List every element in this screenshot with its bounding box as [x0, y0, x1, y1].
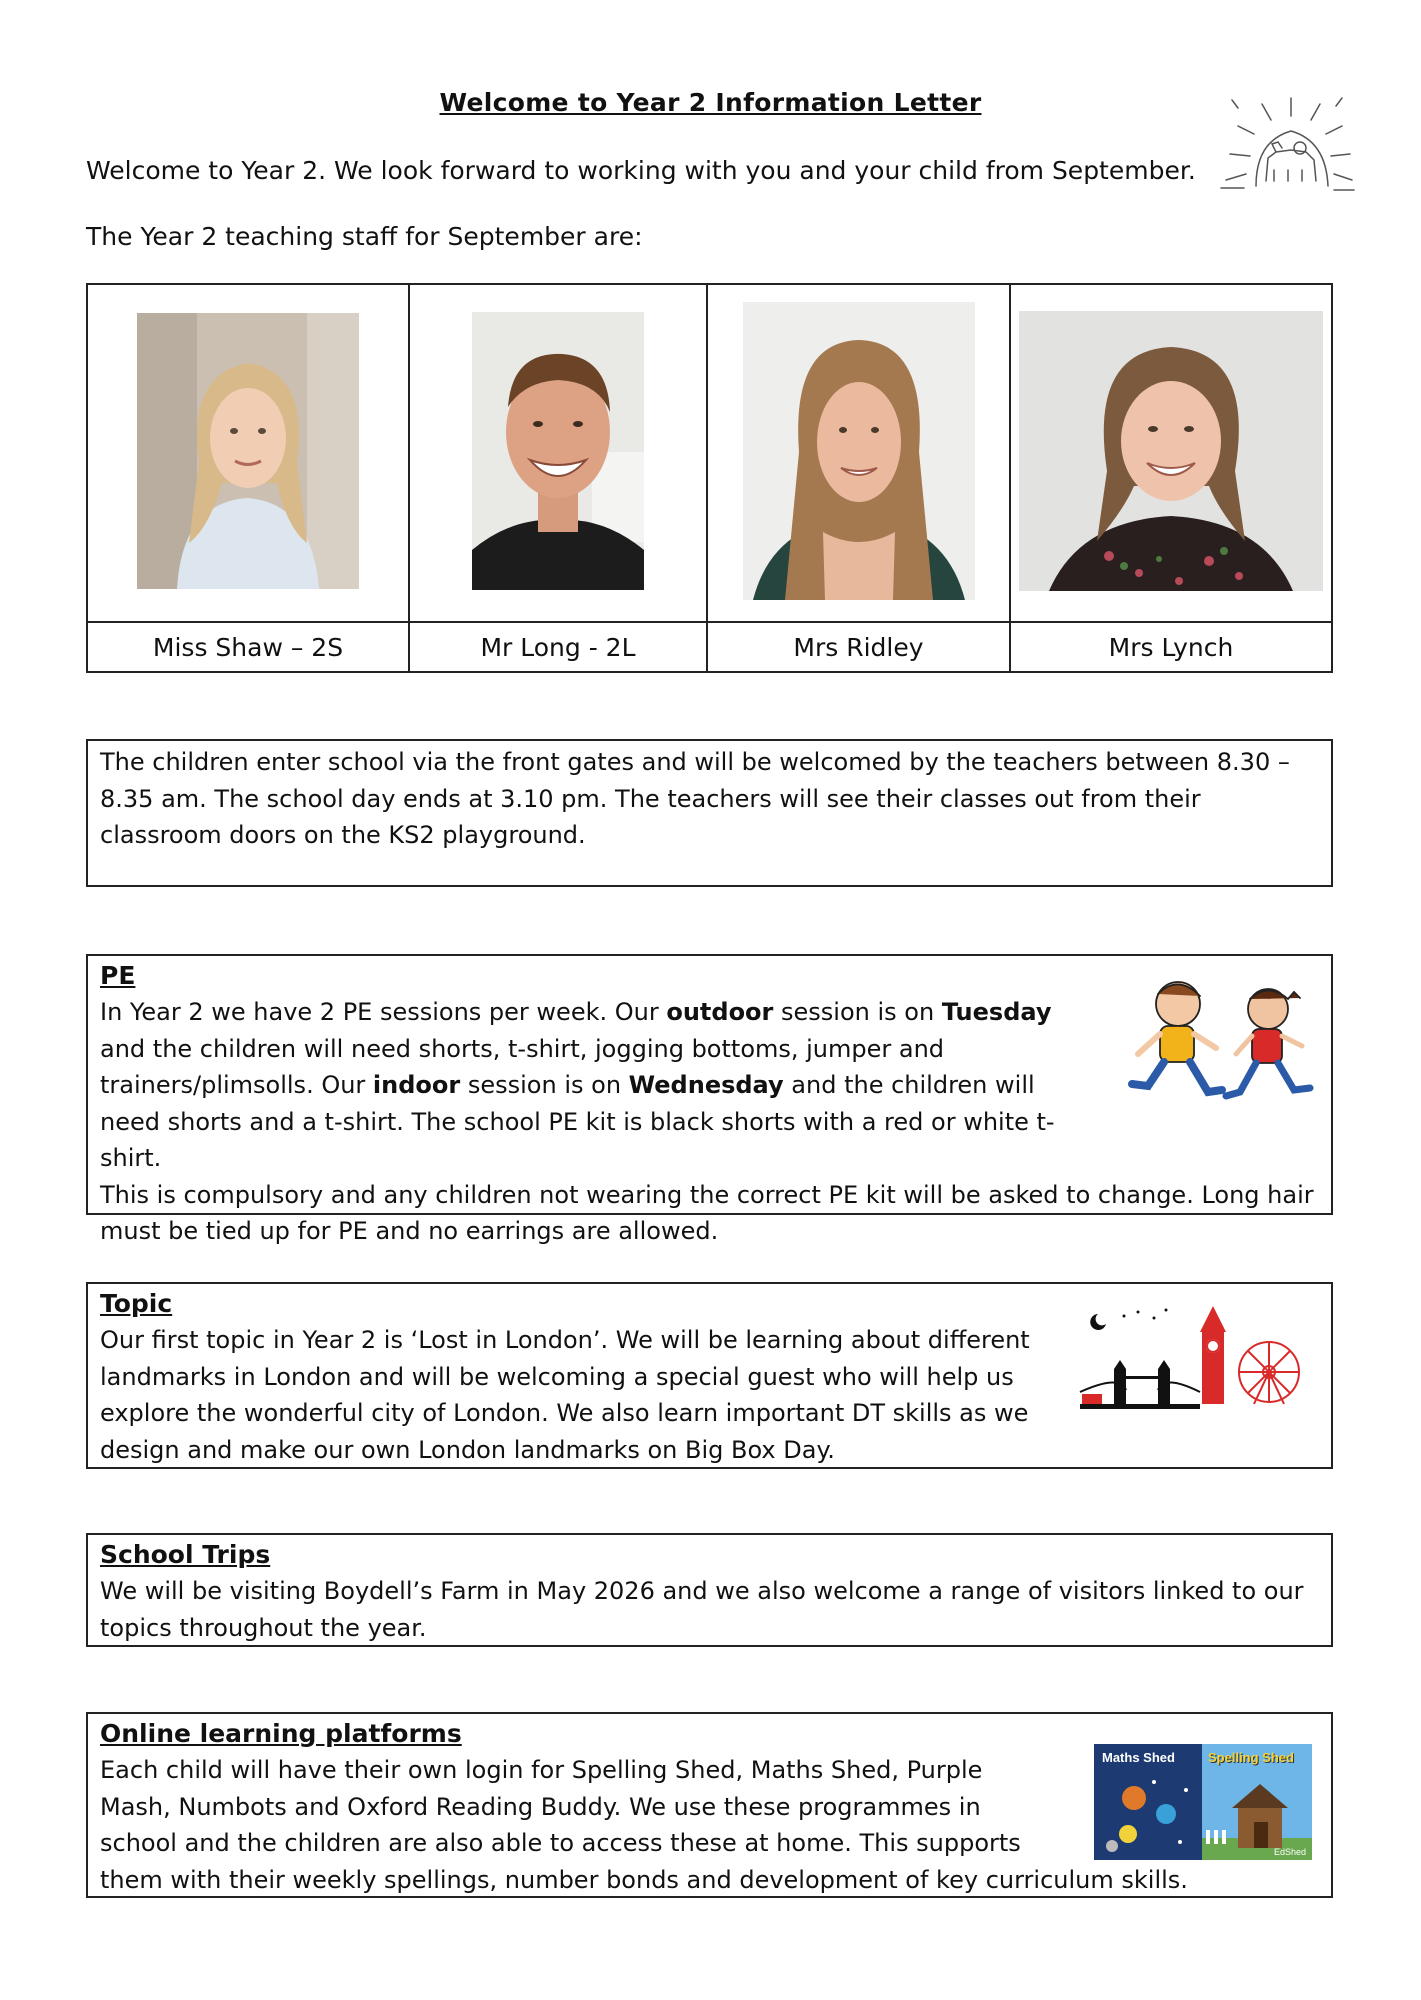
teacher-photo-mr-long	[472, 312, 644, 590]
pe-text-part: session is on	[773, 998, 942, 1026]
topic-heading: Topic	[100, 1289, 173, 1318]
staff-name-mrs-ridley: Mrs Ridley	[707, 622, 1010, 672]
staff-photo-cell	[707, 284, 1010, 622]
arrival-text: The children enter school via the front gates and will be welcomed by the teachers between 8.30 – 8.35 am. The school day ends at 3.10 pm. The teachers will see their classes out from their classroom doors on the KS2 playground.	[100, 748, 1290, 849]
teacher-photo-miss-shaw	[137, 313, 359, 589]
maths-shed-logo	[1094, 1744, 1202, 1860]
staff-photo-cell	[1010, 284, 1332, 622]
pe-indoor: indoor	[372, 1071, 461, 1099]
teacher-photo-mrs-ridley	[743, 302, 975, 600]
pe-tuesday: Tuesday	[941, 998, 1052, 1026]
pe-wednesday: Wednesday	[628, 1071, 784, 1099]
pe-text-part: In Year 2 we have 2 PE sessions per week. Our	[100, 998, 667, 1026]
staff-name-miss-shaw: Miss Shaw – 2S	[87, 622, 409, 672]
spelling-shed-logo	[1202, 1744, 1312, 1860]
staff-photo-cell	[409, 284, 707, 622]
running-children-icon	[1118, 974, 1318, 1114]
topic-text: Our first topic in Year 2 is ‘Lost in London’. We will be learning about different landmarks in London and will be welcoming a special guest who will help us explore the wonderful city of London. We also learn important DT skills as we design and make our own London landmarks on Big Box Day.	[100, 1326, 1030, 1464]
london-skyline-icon	[1074, 1304, 1304, 1424]
school-trips-section	[86, 1533, 1333, 1647]
pe-heading: PE	[100, 961, 136, 990]
staff-name-mrs-lynch: Mrs Lynch	[1010, 622, 1332, 672]
staff-name-mr-long: Mr Long - 2L	[409, 622, 707, 672]
online-heading: Online learning platforms	[100, 1719, 462, 1748]
pe-outdoor: outdoor	[666, 998, 774, 1026]
school-logo-sun-dog-icon	[1216, 86, 1356, 204]
topic-section	[86, 1282, 1333, 1469]
pe-section	[86, 954, 1333, 1245]
online-learning-section	[86, 1712, 1333, 1898]
pe-text-part: and the children will need shorts and a t-shirt. The school PE kit is black shorts with a red or white t-shirt.	[100, 1071, 1055, 1172]
online-text-last: them with their weekly spellings, number bonds and development of key curriculum skills.	[100, 1865, 1188, 1894]
edshed-label: EdShed	[1273, 1847, 1306, 1857]
planets-icon	[1094, 1768, 1202, 1860]
page-title: Welcome to Year 2 Information Letter	[439, 88, 982, 117]
spelling-shed-label: Spelling Shed	[1208, 1750, 1294, 1765]
pe-text-part: and the children will need shorts, t-shirt, jogging bottoms, jumper and trainers/plimsolls. Our	[100, 1034, 945, 1099]
arrival-info-box	[86, 739, 1333, 887]
staff-table	[86, 283, 1333, 673]
intro-welcome: Welcome to Year 2. We look forward to working with you and your child from September.	[86, 156, 1196, 185]
pe-text	[88, 994, 1100, 1177]
shed-logo	[1094, 1744, 1312, 1860]
staff-photo-cell	[87, 284, 409, 622]
maths-shed-label: Maths Shed	[1102, 1750, 1175, 1765]
pe-rules: This is compulsory and any children not wearing the correct PE kit will be asked to change. Long hair must be tied up for PE and no earrings are allowed.	[100, 1180, 1314, 1245]
trips-text: We will be visiting Boydell’s Farm in May 2026 and we also welcome a range of visitors linked to our topics throughout the year.	[100, 1577, 1304, 1642]
trips-heading: School Trips	[100, 1540, 271, 1569]
teacher-photo-mrs-lynch	[1019, 311, 1323, 591]
pe-text-part: session is on	[460, 1071, 629, 1099]
intro-staff: The Year 2 teaching staff for September are:	[86, 222, 643, 251]
online-text: Each child will have their own login for Spelling Shed, Maths Shed, Purple Mash, Numbots and Oxford Reading Buddy. We use these programmes in school and the children are also able to access these at home. This supports	[100, 1756, 1021, 1857]
